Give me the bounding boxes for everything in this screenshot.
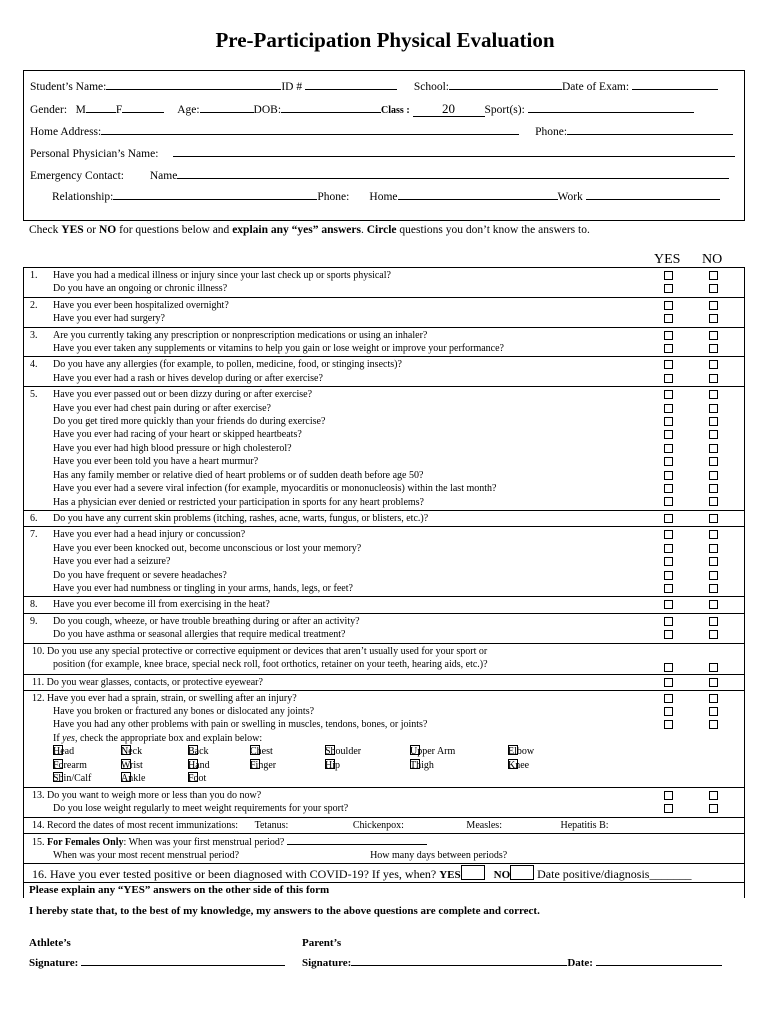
student-name-label: Student’s Name:	[30, 81, 107, 93]
school-field[interactable]	[449, 78, 562, 90]
gender-f-field[interactable]	[122, 101, 164, 113]
yes-checkbox[interactable]	[664, 791, 673, 800]
yes-checkbox[interactable]	[664, 571, 673, 580]
question-line: position (for example, knee brace, special neck roll, foot orthotics, retainer on your teeth, hearing aids, etc.)?	[53, 658, 488, 670]
no-checkbox[interactable]	[709, 514, 718, 523]
gender-m-field[interactable]	[86, 101, 116, 113]
first-period-field[interactable]	[287, 835, 427, 845]
question-row-6	[24, 511, 744, 527]
instr-explain: explain any “yes” answers	[232, 224, 361, 236]
question-line: How many days between periods?	[370, 849, 508, 861]
no-checkbox[interactable]	[709, 497, 718, 506]
question-line: Have you ever been told you have a heart murmur?	[53, 456, 259, 468]
question-text	[24, 834, 744, 864]
question-line: 12. Have you ever had a sprain, strain, or swelling after an injury?	[32, 692, 297, 704]
sports-label: Sport(s):	[484, 104, 525, 116]
signature-date-field[interactable]	[596, 954, 722, 966]
yes-checkbox[interactable]	[664, 707, 673, 716]
chickenpox-label: Chickenpox:	[352, 819, 404, 831]
question-row-3	[24, 328, 744, 358]
exam-date-field[interactable]	[632, 78, 718, 90]
hepatitis-label: Hepatitis B:	[560, 819, 609, 831]
no-checkbox[interactable]	[709, 360, 718, 369]
parent-signature-row	[302, 954, 722, 969]
emergency-phone-label: Phone:	[317, 191, 350, 203]
no-checkbox[interactable]	[709, 344, 718, 353]
sports-field[interactable]	[528, 101, 694, 113]
work-phone-label: Work	[557, 191, 583, 203]
question-line: If	[53, 732, 63, 744]
class-field[interactable]: 20	[413, 103, 485, 117]
school-label: School:	[413, 81, 449, 93]
yes-checkbox[interactable]	[664, 404, 673, 413]
parent-signature-label: Signature:	[302, 957, 352, 969]
body-part-label: Shin/Calf	[53, 772, 92, 784]
question-row-5	[24, 387, 744, 511]
immunization-line	[24, 818, 744, 833]
phone-label: Phone:	[535, 126, 568, 138]
question-text	[24, 511, 744, 526]
instr-yes: YES	[61, 224, 84, 236]
yes-checkbox[interactable]	[664, 471, 673, 480]
signature-date-label: Date:	[567, 957, 593, 969]
athlete-label: Athlete’s	[29, 937, 71, 949]
question-line: Do you have an ongoing or chronic illness?	[53, 283, 228, 295]
yes-checkbox[interactable]	[664, 344, 673, 353]
question-text	[24, 597, 744, 612]
covid-no-label: NO	[493, 868, 511, 881]
physician-row	[30, 145, 735, 161]
question-line: Have you ever passed out or been dizzy during or after exercise?	[53, 389, 313, 401]
body-part-label: Thigh	[410, 759, 434, 771]
no-checkbox[interactable]	[709, 444, 718, 453]
body-part-label: Upper Arm	[410, 746, 456, 758]
no-checkbox[interactable]	[709, 663, 718, 672]
emergency-name-label: Name	[149, 170, 178, 182]
parent-label: Parent’s	[302, 937, 342, 949]
question-line: For Females Only	[47, 836, 124, 848]
question-line: Has any family member or relative died of heart problems or of sudden death before age 50?	[53, 469, 424, 481]
question-line: Are you currently taking any prescription or nonprescription medications or using an inhaler?	[53, 329, 428, 341]
body-part-label: Foot	[188, 772, 207, 784]
yes-checkbox[interactable]	[664, 600, 673, 609]
instr-text: or	[83, 224, 99, 236]
no-checkbox[interactable]	[709, 284, 718, 293]
question-text	[24, 328, 744, 357]
question-row-7	[24, 527, 744, 597]
physician-label: Personal Physician’s Name:	[30, 148, 159, 160]
question-line: Have you broken or fractured any bones or dislocated any joints?	[53, 705, 315, 717]
yes-checkbox[interactable]	[664, 301, 673, 310]
question-line: Do you lose weight regularly to meet weight requirements for your sport?	[53, 802, 349, 814]
question-number: 3.	[30, 329, 38, 341]
instructions	[29, 224, 590, 236]
question-line: Have you ever taken any supplements or vitamins to help you gain or lose weight or improve your performance?	[53, 343, 504, 355]
body-part-label: Neck	[121, 746, 143, 758]
body-part-label: Ankle	[121, 772, 146, 784]
no-checkbox[interactable]	[709, 530, 718, 539]
gender-f-label: F	[115, 104, 123, 116]
question-text	[24, 268, 744, 297]
emergency-label: Emergency Contact:	[30, 170, 124, 182]
body-part-label: Back	[188, 746, 209, 758]
address-field[interactable]	[101, 123, 519, 135]
body-part-label: Wrist	[121, 759, 143, 771]
question-line: 15.	[32, 836, 47, 848]
age-field[interactable]	[200, 101, 254, 113]
question-row-10	[24, 644, 744, 675]
no-checkbox[interactable]	[709, 417, 718, 426]
covid-no-box[interactable]	[510, 865, 534, 880]
address-label: Home Address:	[30, 126, 102, 138]
exam-date-label: Date of Exam:	[562, 81, 630, 93]
question-line: Have you had any other problems with pain or swelling in muscles, tendons, bones, or joints?	[53, 719, 428, 731]
no-checkbox[interactable]	[709, 331, 718, 340]
question-text	[24, 644, 744, 673]
yes-column-header: YES	[654, 252, 681, 267]
no-checkbox[interactable]	[709, 271, 718, 280]
question-text: 11. Do you wear glasses, contacts, or protective eyewear?	[32, 676, 263, 688]
question-line: Have you ever had a head injury or concussion?	[53, 529, 246, 541]
covid-date-label: Date positive/diagnosis_______	[537, 866, 692, 881]
body-part-label: Shoulder	[325, 746, 362, 758]
yes-checkbox[interactable]	[664, 530, 673, 539]
covid-question	[24, 864, 744, 884]
question-line: Have you had a medical illness or injury since your last check up or sports physical?	[53, 270, 391, 281]
body-part-label: Hand	[188, 759, 210, 771]
athlete-signature-label: Signature:	[29, 957, 79, 969]
no-checkbox[interactable]	[709, 301, 718, 310]
gender-row	[30, 101, 694, 118]
no-checkbox[interactable]	[709, 404, 718, 413]
yes-checkbox[interactable]	[664, 557, 673, 566]
body-part-label: Knee	[508, 759, 530, 771]
question-line: Do you have any allergies (for example, to pollen, medicine, food, or stinging insects)?	[53, 359, 402, 371]
relationship-field[interactable]	[113, 188, 317, 200]
question-line: Have you ever had surgery?	[53, 313, 165, 325]
yes-checkbox[interactable]	[664, 457, 673, 466]
question-row-2	[24, 298, 744, 328]
no-checkbox[interactable]	[709, 804, 718, 813]
athlete-signature-field[interactable]	[81, 954, 285, 966]
question-line: Do you have frequent or severe headaches?	[53, 569, 227, 581]
measles-label: Measles:	[466, 819, 502, 831]
yes-checkbox[interactable]	[664, 430, 673, 439]
instr-no: NO	[98, 224, 117, 236]
question-number: 6.	[30, 512, 38, 524]
yes-checkbox[interactable]	[664, 694, 673, 703]
no-checkbox[interactable]	[709, 720, 718, 729]
covid-yes-box[interactable]	[461, 865, 485, 880]
question-line: 16. Have you ever tested positive or been diagnosed with COVID-19? If yes, when?	[32, 866, 437, 881]
age-label: Age:	[177, 104, 200, 116]
yes-checkbox[interactable]	[664, 284, 673, 293]
question-line: yes	[62, 732, 75, 744]
relationship-row	[52, 188, 720, 204]
athlete-signature-row	[29, 954, 285, 969]
yes-checkbox[interactable]	[664, 584, 673, 593]
question-row-14	[24, 818, 744, 834]
question-row-16	[24, 864, 744, 883]
form-title: Pre-Participation Physical Evaluation	[215, 28, 555, 52]
yes-checkbox[interactable]	[664, 417, 673, 426]
dob-label: DOB:	[253, 104, 282, 116]
dob-field[interactable]	[281, 101, 381, 113]
yes-checkbox[interactable]	[664, 497, 673, 506]
instr-text: Check	[29, 224, 62, 236]
body-part-label: Head	[53, 746, 75, 758]
no-checkbox[interactable]	[709, 707, 718, 716]
question-text	[24, 614, 744, 643]
question-line: Do you get tired more quickly than your friends do during exercise?	[53, 416, 326, 428]
yes-checkbox[interactable]	[664, 314, 673, 323]
student-info-box	[23, 70, 745, 221]
question-row-1	[24, 268, 744, 298]
no-checkbox[interactable]	[709, 584, 718, 593]
yes-checkbox[interactable]	[664, 678, 673, 687]
relationship-label: Relationship:	[52, 191, 114, 203]
no-checkbox[interactable]	[709, 484, 718, 493]
no-checkbox[interactable]	[709, 557, 718, 566]
question-number: 8.	[30, 599, 38, 611]
work-phone-field[interactable]	[586, 188, 720, 200]
covid-yes-label: YES	[439, 868, 461, 881]
no-checkbox[interactable]	[709, 390, 718, 399]
no-checkbox[interactable]	[709, 457, 718, 466]
student-name-row	[30, 78, 718, 94]
phone-field[interactable]	[567, 123, 733, 135]
question-line: Do you have any current skin problems (itching, rashes, acne, warts, fungus, or blisters, etc.)?	[53, 512, 429, 524]
body-part-grid	[53, 745, 744, 785]
yes-checkbox[interactable]	[664, 331, 673, 340]
no-checkbox[interactable]	[709, 694, 718, 703]
explain-note: Please explain any “YES” answers on the other side of this form	[29, 883, 330, 896]
question-line: Have you ever become ill from exercising in the heat?	[53, 599, 270, 611]
yes-checkbox[interactable]	[664, 804, 673, 813]
question-number: 7.	[30, 529, 38, 541]
question-line: Have you ever had numbness or tingling in your arms, hands, legs, or feet?	[53, 582, 353, 594]
yes-checkbox[interactable]	[664, 544, 673, 553]
body-part-label: Elbow	[508, 746, 535, 758]
body-part-label: Hip	[325, 759, 340, 771]
no-checkbox[interactable]	[709, 678, 718, 687]
instr-text: for questions below and	[116, 224, 233, 236]
question-line: Do you have asthma or seasonal allergies that require medical treatment?	[53, 629, 346, 641]
body-part-label: Finger	[250, 759, 277, 771]
id-field[interactable]	[305, 78, 397, 90]
body-part-label: Chest	[250, 746, 273, 758]
question-line: Have you ever had high blood pressure or high cholesterol?	[53, 442, 292, 454]
question-row-12	[24, 691, 744, 788]
questions-table	[23, 267, 745, 898]
home-phone-field[interactable]	[398, 188, 558, 200]
yes-checkbox[interactable]	[664, 630, 673, 639]
yes-checkbox[interactable]	[664, 617, 673, 626]
gender-m-label: M	[75, 104, 86, 116]
yes-checkbox[interactable]	[664, 484, 673, 493]
question-line: Has a physician ever denied or restricted your participation in sports for any heart problems?	[53, 496, 424, 508]
question-text	[24, 357, 744, 386]
question-line: Have you ever had racing of your heart or skipped heartbeats?	[53, 429, 302, 441]
no-checkbox[interactable]	[709, 544, 718, 553]
yes-checkbox[interactable]	[664, 663, 673, 672]
question-row-13	[24, 788, 744, 818]
no-checkbox[interactable]	[709, 791, 718, 800]
question-row-11	[24, 675, 744, 691]
question-line: Have you ever had a severe viral infection (for example, myocarditis or mononucleosis) within the last month?	[53, 483, 497, 495]
question-text	[24, 691, 744, 787]
emergency-name-field[interactable]	[177, 167, 729, 179]
question-line: Have you ever had chest pain during or after exercise?	[53, 402, 271, 414]
id-label: ID #	[281, 81, 303, 93]
question-text	[24, 527, 744, 596]
question-line: Have you ever been knocked out, become unconscious or lost your memory?	[53, 542, 362, 554]
yes-checkbox[interactable]	[664, 374, 673, 383]
no-checkbox[interactable]	[709, 314, 718, 323]
question-number: 4.	[30, 359, 38, 371]
question-row-4	[24, 357, 744, 387]
instr-text: .	[360, 224, 367, 236]
question-line: When was your most recent menstrual period?	[53, 849, 240, 861]
student-name-field[interactable]	[106, 78, 281, 90]
no-checkbox[interactable]	[709, 630, 718, 639]
yes-checkbox[interactable]	[664, 514, 673, 523]
question-number: 5.	[30, 389, 38, 401]
instr-text: questions you don’t know the answers to.	[396, 224, 590, 236]
class-label: Class :	[381, 105, 410, 116]
question-line: Have you ever been hospitalized overnight?	[53, 299, 229, 311]
question-text	[24, 387, 744, 510]
immunization-label: 14. Record the dates of most recent immunizations:	[32, 819, 239, 831]
question-number: 1.	[30, 270, 38, 281]
question-line: 13. Do you want to weigh more or less than you do now?	[32, 789, 262, 801]
no-checkbox[interactable]	[709, 600, 718, 609]
question-line: Have you ever had a rash or hives develop during or after exercise?	[53, 372, 323, 384]
if-yes-line	[32, 732, 744, 745]
no-column-header: NO	[702, 252, 723, 267]
tetanus-label: Tetanus:	[254, 819, 289, 831]
question-row-8	[24, 597, 744, 613]
question-row-15	[24, 834, 744, 864]
yes-checkbox[interactable]	[664, 390, 673, 399]
no-checkbox[interactable]	[709, 571, 718, 580]
instr-circle: Circle	[366, 224, 397, 236]
question-text	[24, 298, 744, 327]
question-line: Have you ever had a seizure?	[53, 556, 171, 568]
yes-checkbox[interactable]	[664, 360, 673, 369]
address-row	[30, 123, 733, 139]
question-text	[24, 788, 744, 817]
home-phone-label: Home	[369, 191, 398, 203]
question-line: Do you cough, wheeze, or have trouble breathing during or after an activity?	[53, 615, 360, 627]
no-checkbox[interactable]	[709, 374, 718, 383]
question-number: 2.	[30, 299, 38, 311]
no-checkbox[interactable]	[709, 617, 718, 626]
parent-signature-field[interactable]	[351, 954, 567, 966]
emergency-row	[30, 167, 729, 183]
question-line: : When was your first menstrual period?	[123, 836, 285, 848]
gender-label: Gender:	[30, 104, 68, 116]
question-number: 9.	[30, 615, 38, 627]
question-line: 10. Do you use any special protective or corrective equipment or devices that aren’t usually used for your sport or	[32, 645, 488, 657]
no-checkbox[interactable]	[709, 471, 718, 480]
question-line: , check the appropriate box and explain below:	[74, 732, 263, 744]
body-part-label: Forearm	[53, 759, 87, 771]
yes-checkbox[interactable]	[664, 444, 673, 453]
yes-checkbox[interactable]	[664, 720, 673, 729]
certification-statement: I hereby state that, to the best of my knowledge, my answers to the above questions are complete and correct.	[29, 905, 540, 917]
question-row-9	[24, 614, 744, 644]
no-checkbox[interactable]	[709, 430, 718, 439]
yes-checkbox[interactable]	[664, 271, 673, 280]
physician-field[interactable]	[173, 145, 735, 157]
